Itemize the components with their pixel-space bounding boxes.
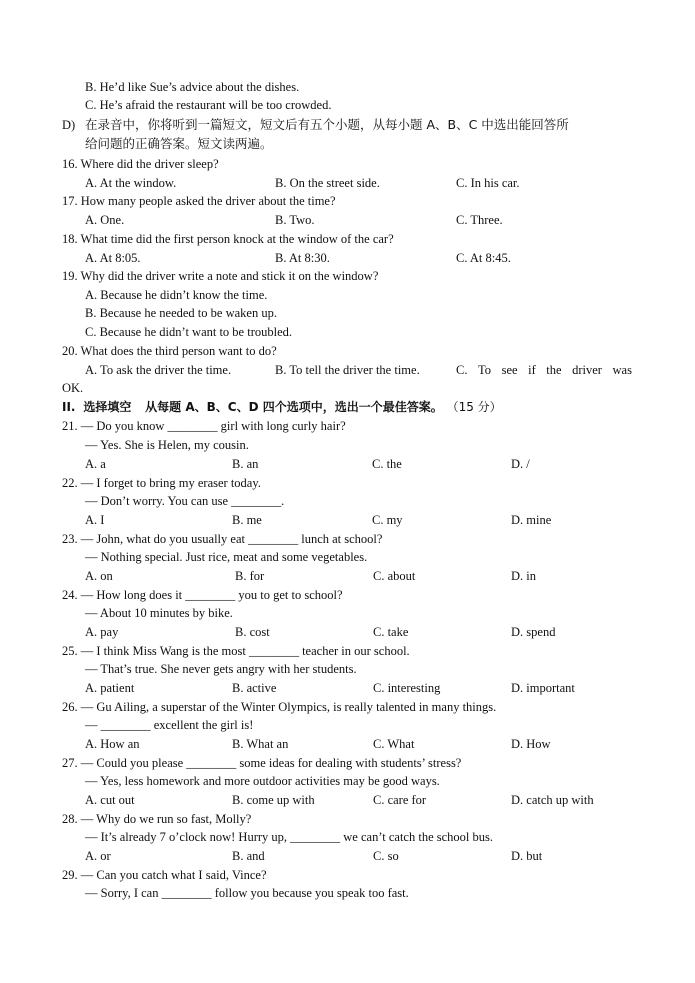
q20-stem: 20. What does the third person want to do? [62,344,277,358]
q18-option-a: A. At 8:05. [85,251,141,265]
q21-line2: — Yes. She is Helen, my cousin. [85,438,249,452]
q19-option-c: C. Because he didn’t want to be troubled. [85,325,293,339]
q20-option-a: A. To ask the driver the time. [85,363,232,377]
q20-option-b: B. To tell the driver the time. [275,363,420,377]
q23-option-c: C. about [373,569,416,583]
q18-option-c: C. At 8:45. [456,251,511,265]
q24-option-b: B. cost [235,625,270,639]
q23-line1: 23. — John, what do you usually eat ________ lunch at school? [62,532,383,546]
q25-line1: 25. — I think Miss Wang is the most ________ teacher in our school. [62,644,410,658]
q27-line2: — Yes, less homework and more outdoor activities may be good ways. [85,774,440,788]
q24-line1: 24. — How long does it ________ you to get to school? [62,588,343,602]
section-2-label: II. [62,400,76,414]
q23-line2: — Nothing special. Just rice, meat and some vegetables. [85,550,368,564]
q17-option-c: C. Three. [456,213,503,227]
prev-option-c: C. He’s afraid the restaurant will be too crowded. [85,98,332,112]
q22-option-a: A. I [85,513,105,527]
q26-line1: 26. — Gu Ailing, a superstar of the Winter Olympics, is really talented in many things. [62,700,497,714]
q17-stem: 17. How many people asked the driver about the time? [62,194,336,208]
q28-option-a: A. or [85,849,111,863]
q26-option-b: B. What an [232,737,289,751]
q27-option-a: A. cut out [85,793,135,807]
q20-option-c-word: the [546,363,562,377]
q27-option-b: B. come up with [232,793,315,807]
section-2-instruction: 从每题 A、B、C、D 四个选项中，选出一个最佳答案。 [145,400,443,414]
q23-option-a: A. on [85,569,113,583]
q26-option-d: D. How [511,737,551,751]
q18-option-b: B. At 8:30. [275,251,330,265]
section-d-label: D) [62,118,76,132]
q26-line2: — ________ excellent the girl is! [85,718,254,732]
q22-line1: 22. — I forget to bring my eraser today. [62,476,261,490]
q22-option-d: D. mine [511,513,552,527]
q21-option-d: D. / [511,457,530,471]
q25-option-c: C. interesting [373,681,441,695]
q21-option-a: A. a [85,457,106,471]
q28-option-d: D. but [511,849,543,863]
q19-option-a: A. Because he didn’t know the time. [85,288,268,302]
q20-option-c-word: driver [572,363,602,377]
q27-line1: 27. — Could you please ________ some ideas for dealing with students’ stress? [62,756,462,770]
q17-option-b: B. Two. [275,213,315,227]
q27-option-d: D. catch up with [511,793,594,807]
prev-option-b: B. He’d like Sue’s advice about the dishes. [85,80,300,94]
q23-option-b: B. for [235,569,265,583]
q16-option-b: B. On the street side. [275,176,380,190]
q17-option-a: A. One. [85,213,125,227]
q20-option-c-word: if [528,363,536,377]
q22-line2: — Don’t worry. You can use ________. [85,494,285,508]
q28-option-b: B. and [232,849,265,863]
q20-option-c-word: C. [456,363,468,377]
q22-option-b: B. me [232,513,262,527]
q28-line1: 28. — Why do we run so fast, Molly? [62,812,252,826]
q28-line2: — It’s already 7 o’clock now! Hurry up, ________ we can’t catch the school bus. [85,830,493,844]
q24-option-c: C. take [373,625,409,639]
section-d-instruction-line1: 在录音中，你将听到一篇短文，短文后有五个小题，从每小题 A、B、C 中选出能回答所 [85,117,569,132]
q20-option-c-word: To [478,363,492,377]
q20-option-c [456,361,632,380]
q26-option-c: C. What [373,737,415,751]
q26-option-a: A. How an [85,737,140,751]
q21-line1: 21. — Do you know ________ girl with long curly hair? [62,419,346,433]
q19-option-b: B. Because he needed to be waken up. [85,306,277,320]
q25-option-d: D. important [511,681,575,695]
q29-line2: — Sorry, I can ________ follow you because you speak too fast. [85,886,409,900]
q16-stem: 16. Where did the driver sleep? [62,157,219,171]
q24-option-a: A. pay [85,625,119,639]
q23-option-d: D. in [511,569,536,583]
q16-option-a: A. At the window. [85,176,177,190]
section-d-instruction-line2: 给问题的正确答案。短文读两遍。 [85,136,273,151]
q25-option-a: A. patient [85,681,135,695]
q25-line2: — That’s true. She never gets angry with her students. [85,662,357,676]
q19-stem: 19. Why did the driver write a note and stick it on the window? [62,269,379,283]
q21-option-b: B. an [232,457,259,471]
q21-option-c: C. the [372,457,402,471]
q28-option-c: C. so [373,849,399,863]
q22-option-c: C. my [372,513,403,527]
q29-line1: 29. — Can you catch what I said, Vince? [62,868,267,882]
q20-option-c-word: see [501,363,518,377]
q24-line2: — About 10 minutes by bike. [85,606,233,620]
q16-option-c: C. In his car. [456,176,520,190]
q27-option-c: C. care for [373,793,427,807]
section-2-points: （15 分） [446,400,502,414]
q20-option-c-word: was [612,363,632,377]
q24-option-d: D. spend [511,625,556,639]
q18-stem: 18. What time did the first person knock at the window of the car? [62,232,394,246]
section-2-title: 选择填空 [83,400,132,414]
section-2-header [62,398,502,417]
q25-option-b: B. active [232,681,277,695]
q20-option-c-end: OK. [62,381,84,395]
